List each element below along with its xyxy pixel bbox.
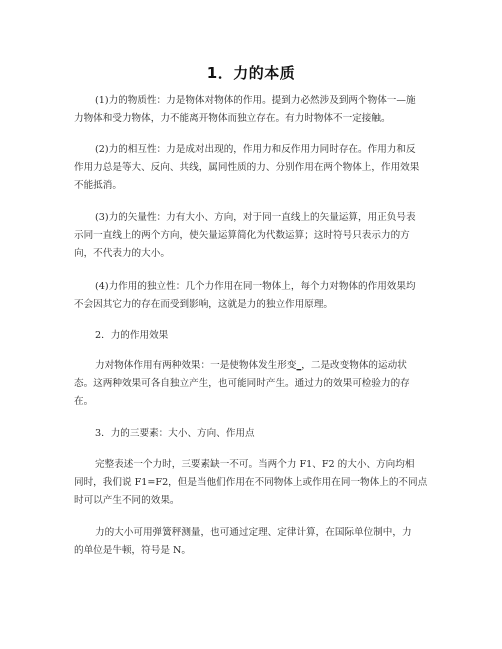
paragraph-force-effects (74, 357, 444, 411)
paragraph-material-nature (74, 92, 444, 128)
text-line: (3)力的矢量性：力有大小、方向，对于同一直线上的矢量运算，用正负号表 (95, 212, 416, 223)
text-line: 示同一直线上的两个方向，使矢量运算简化为代数运算；这时符号只表示力的方 (74, 230, 410, 241)
paragraph-force-magnitude (74, 524, 444, 560)
text-line: 完整表述一个力时，三要素缺一不可。当两个力 F1、F2 的大小、方向均相 (95, 459, 415, 470)
page-title: 1．力的本质 (206, 64, 296, 82)
text-segment: 力对物体作用有两种效果：一是使物体发生形变 (95, 360, 297, 371)
text-line: (1)力的物质性：力是物体对物体的作用。提到力必然涉及到两个物体一—施 (95, 95, 416, 106)
text-segment: ，二是改变物体的运动状 (301, 360, 407, 371)
text-line: 作用力总是等大、反向、共线，属同性质的力、分别作用在两个物体上，作用效果 (74, 162, 420, 173)
text-line: 不能抵消。 (74, 180, 122, 191)
paragraph-mutual-nature (74, 141, 444, 195)
text-line: 同时，我们说 F1=F2，但是当他们作用在不同物体上或作用在同一物体上的不同点 (74, 477, 428, 488)
text-line: 不会因其它力的存在而受到影响，这就是力的独立作用原理。 (74, 299, 334, 310)
paragraph-complete-description (74, 456, 444, 510)
underlined-blank: _ (296, 360, 302, 371)
paragraph-vector-nature (74, 209, 444, 263)
text-line: 力物体和受力物体，力不能离开物体而独立存在。有力时物体不一定接触。 (74, 113, 391, 124)
text-line: (2)力的相互性：力是成对出现的，作用力和反作用力同时存在。作用力和反 (95, 144, 416, 155)
text-line (74, 357, 444, 375)
text-line: 向，不代表力的大小。 (74, 248, 170, 259)
text-line: 时可以产生不同的效果。 (74, 495, 180, 506)
text-line: 的单位是牛顿，符号是 N。 (74, 545, 191, 556)
text-line: 在。 (74, 396, 94, 407)
section-heading-three-elements: 3．力的三要素：大小、方向、作用点 (95, 428, 255, 439)
text-line: (4)力作用的独立性：几个力作用在同一物体上，每个力对物体的作用效果均 (95, 281, 416, 292)
text-line: 态。这两种效果可各自独立产生，也可能同时产生。通过力的效果可检验力的存 (74, 378, 410, 389)
paragraph-independence (74, 278, 444, 314)
text-line: 力的大小可用弹簧秤测量，也可通过定理、定律计算，在国际单位制中，力 (95, 527, 412, 538)
section-heading-effects: 2．力的作用效果 (95, 330, 169, 341)
